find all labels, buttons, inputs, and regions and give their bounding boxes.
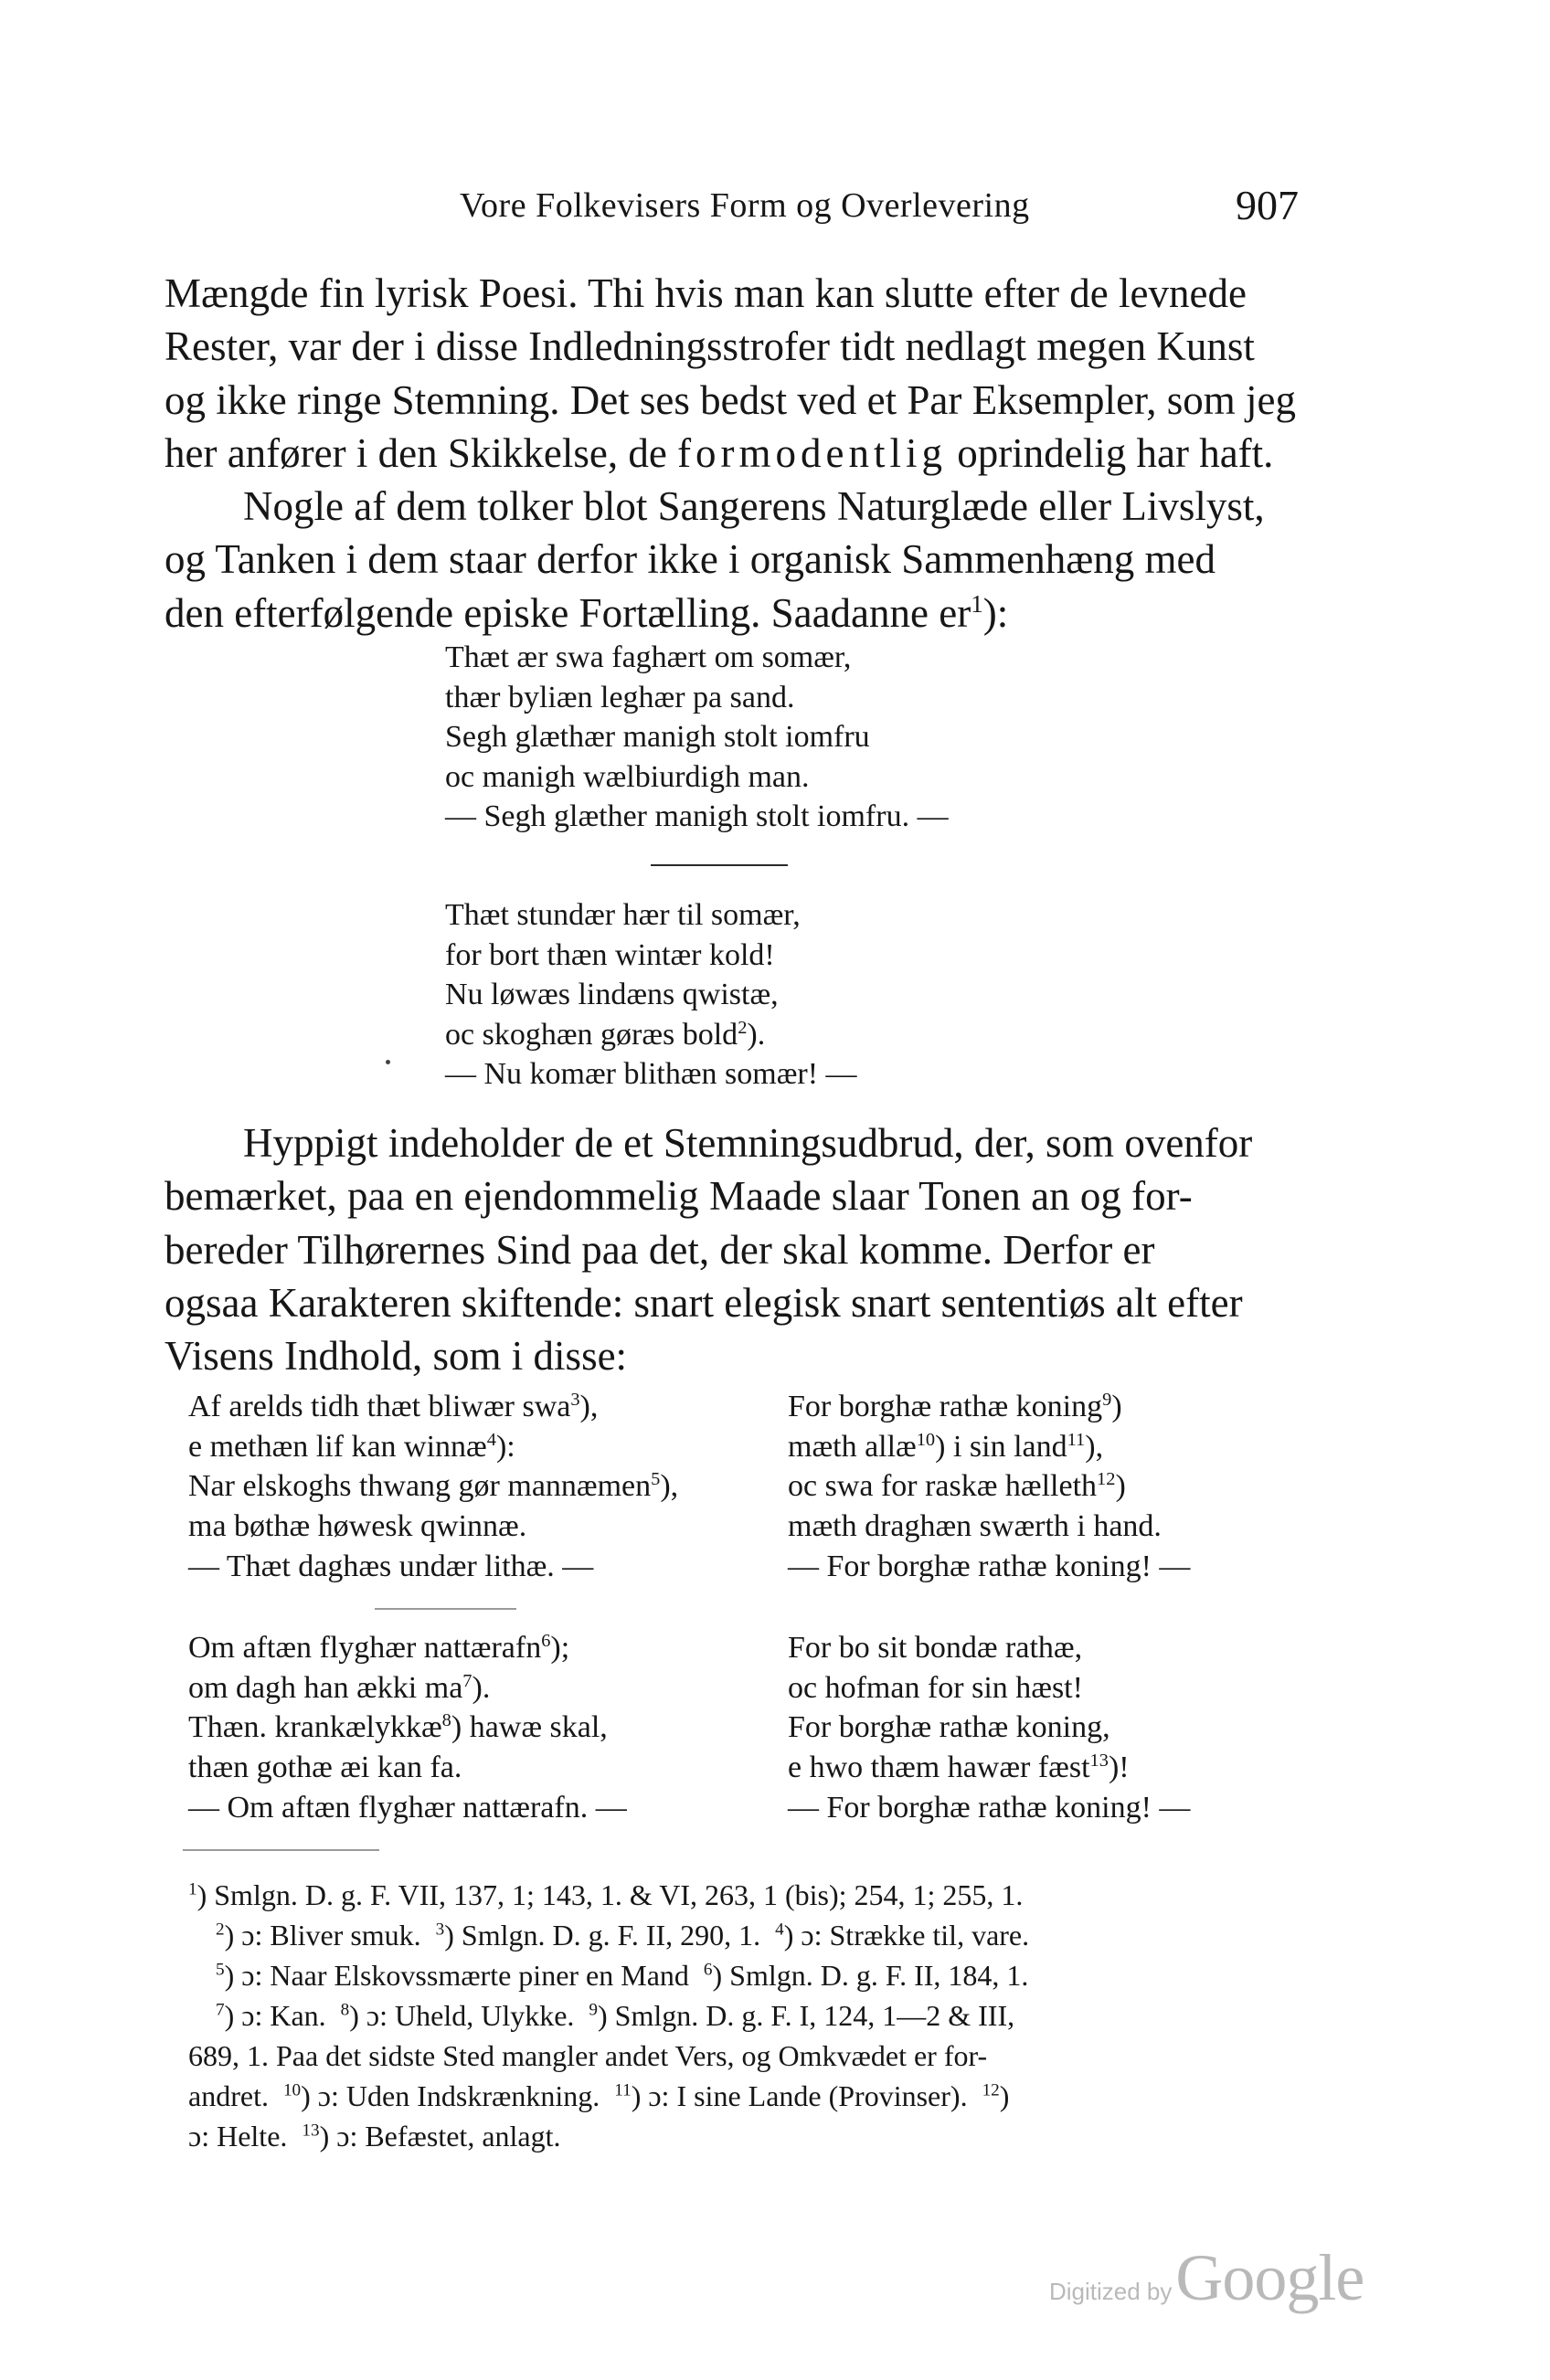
running-title: Vore Folkevisers Form og Overlevering — [460, 186, 1030, 225]
verse-stanza-right — [788, 1628, 1190, 1827]
middle-paragraph — [165, 1116, 1252, 1382]
page-number: 907 — [1236, 182, 1299, 228]
footnote-ref: 11 — [1067, 1429, 1086, 1450]
footnote-ref: 3 — [570, 1389, 580, 1410]
text-line: her anfører i den Skikkelse, de formodentlig oprindelig har haft. — [165, 429, 1274, 476]
verse-line: — For borghæ rathæ koning! — — [788, 1790, 1191, 1825]
footnote-ref: 5 — [651, 1469, 661, 1490]
separator-rule — [651, 864, 788, 866]
verse-line: ma bøthæ høwesk qwinnæ. — [188, 1509, 527, 1544]
footnotes — [188, 1875, 1029, 2156]
footnote-ref: 9 — [1102, 1389, 1112, 1410]
footnote-ref: 2 — [738, 1017, 748, 1038]
verse-line: for bort thæn wintær kold! — [445, 937, 775, 972]
verse-line: Af arelds tidh thæt bliwær swa$^3$), — [188, 1389, 599, 1423]
verse-line: e methæn lif kan winnæ$^4$): — [188, 1429, 515, 1464]
verse-line: For borghæ rathæ koning, — [788, 1710, 1110, 1745]
footnote-rule — [183, 1849, 379, 1851]
text-line: ogsaa Karakteren skiftende: snart elegisk snart sententiøs alt efter — [165, 1279, 1243, 1326]
verse-stanza-left — [188, 1387, 678, 1586]
verse-stanza-right — [788, 1387, 1190, 1586]
footnote-line: 689, 1. Paa det sidste Sted mangler andet Vers, og Omkvædet er for- — [188, 2039, 988, 2072]
verse-line: Segh glæthær manigh stolt iomfru — [445, 720, 870, 754]
verse-line: Om aftæn flyghær nattærafn$^6$); — [188, 1630, 570, 1665]
text-line: og Tanken i dem staar derfor ikke i organisk Sammenhæng med — [165, 536, 1216, 583]
verse-line: Nar elskoghs thwang gør mannæmen$^5$), — [188, 1469, 679, 1504]
footnote-ref: 4 — [486, 1429, 496, 1450]
footnote-line: $^7$) ɔ: Kan. $^8$) ɔ: Uheld, Ulykke. $^9$) Smlgn. D. g. F. I, 124, 1—2 & III, — [216, 1999, 1015, 2032]
text-line: Mængde fin lyrisk Poesi. Thi hvis man kan slutte efter de levnede — [165, 270, 1247, 316]
verse-line: Thæn. krankælykkæ$^8$) hawæ skal, — [188, 1710, 608, 1745]
verse-stanza — [445, 638, 949, 837]
verse-line: — Thæt daghæs undær lithæ. — — [188, 1549, 594, 1583]
footnote-line: ɔ: Helte. $^{13}$) ɔ: Befæstet, anlagt. — [188, 2120, 561, 2153]
separator-rule — [375, 1608, 516, 1610]
stray-dot — [386, 1060, 390, 1064]
text-line: Hyppigt indeholder de et Stemningsudbrud, der, som ovenfor — [243, 1120, 1253, 1166]
verse-line: thær byliæn leghær pa sand. — [445, 680, 795, 714]
verse-line: e hwo thæm hawær fæst$^{13}$)! — [788, 1750, 1130, 1785]
footnote-ref: 8 — [441, 1710, 451, 1731]
google-logo: Google — [1175, 2241, 1364, 2314]
text-line: bemærket, paa en ejendommelig Maade slaar Tonen an og for- — [165, 1173, 1193, 1220]
text-line: bereder Tilhørernes Sind paa det, der skal komme. Derfor er — [165, 1226, 1155, 1273]
footnote-ref: 1 — [971, 589, 983, 618]
footnote-line: $^2$) ɔ: Bliver smuk. $^3$) Smlgn. D. g. F. II, 290, 1. $^4$) ɔ: Strække til, vare. — [216, 1919, 1030, 1952]
verse-stanza — [445, 895, 857, 1095]
footnote-ref: 10 — [916, 1429, 936, 1450]
intro-paragraph — [165, 267, 1296, 640]
footnote-ref: 7 — [462, 1670, 472, 1691]
verse-line: om dagh han ækki $ma^7$). — [188, 1670, 491, 1705]
verse-line: — For borghæ rathæ koning! — — [788, 1549, 1191, 1583]
emphasis-spaced: formodentlig — [677, 429, 948, 476]
verse-line: oc swa for raskæ hælleth$^{12}$) — [788, 1469, 1126, 1504]
verse-line: mæth draghæn swærth i hand. — [788, 1509, 1162, 1544]
verse-line: — Nu komær blithæn somær! — — [445, 1057, 857, 1091]
text-line: Nogle af dem tolker blot Sangerens Naturglæde eller Livslyst, — [243, 483, 1265, 530]
text-line: den efterfølgende episke Fortælling. Saadanne $er^1$): — [165, 589, 1009, 636]
verse-line: mæth allæ$^{10}$) i sin land$^{11}$), — [788, 1429, 1104, 1464]
verse-line: — Om aftæn flyghær nattærafn. — — [188, 1790, 627, 1825]
digitized-label: Digitized by — [1049, 2278, 1173, 2305]
verse-line: For bo sit bondæ rathæ, — [788, 1631, 1083, 1665]
text-line: og ikke ringe Stemning. Det ses bedst ved et Par Eksempler, som jeg — [165, 376, 1296, 423]
digitized-watermark — [1049, 2240, 1364, 2316]
text-line: Visens Indhold, som i disse: — [165, 1333, 628, 1380]
verse-line: oc skoghæn gøræs bold$^2$). — [445, 1017, 766, 1052]
footnote-line: $^1$) Smlgn. D. g. F. VII, 137, 1; 143, 1. & VI, 263, 1 (bis); 254, 1; 255, 1. — [188, 1878, 1024, 1911]
verse-line: oc hofman for sin hæst! — [788, 1670, 1083, 1705]
footnote-line: andret. $^{10}$) ɔ: Uden Indskrænkning. $^{11}$) ɔ: I sine Lande (Provinser). $^{12}$) — [188, 2079, 1010, 2112]
footnote-ref: 12 — [1097, 1469, 1116, 1490]
verse-stanza-left — [188, 1628, 627, 1827]
footnote-ref: 13 — [1089, 1750, 1109, 1771]
text-line: Rester, var der i disse Indledningsstrofer tidt nedlagt megen Kunst — [165, 323, 1255, 370]
verse-line: oc manigh wælbiurdigh man. — [445, 759, 810, 794]
verse-line: Nu løwæs lindæns qwistæ, — [445, 978, 779, 1011]
footnote-ref: 6 — [541, 1630, 551, 1651]
verse-line: Thæt ær swa faghært om somær, — [445, 640, 852, 674]
verse-line: — Segh glæther manigh stolt iomfru. — — [445, 799, 949, 833]
verse-line: thæn gothæ æi kan fa. — [188, 1751, 462, 1785]
verse-line: For borghæ rathæ koning$^9$) — [788, 1389, 1122, 1423]
verse-line: Thæt stundær hær til somær, — [445, 898, 801, 932]
footnote-line: $^5$) ɔ: Naar Elskovssmærte piner en Mand $^6$) Smlgn. D. g. F. II, 184, 1. — [216, 1959, 1029, 1992]
